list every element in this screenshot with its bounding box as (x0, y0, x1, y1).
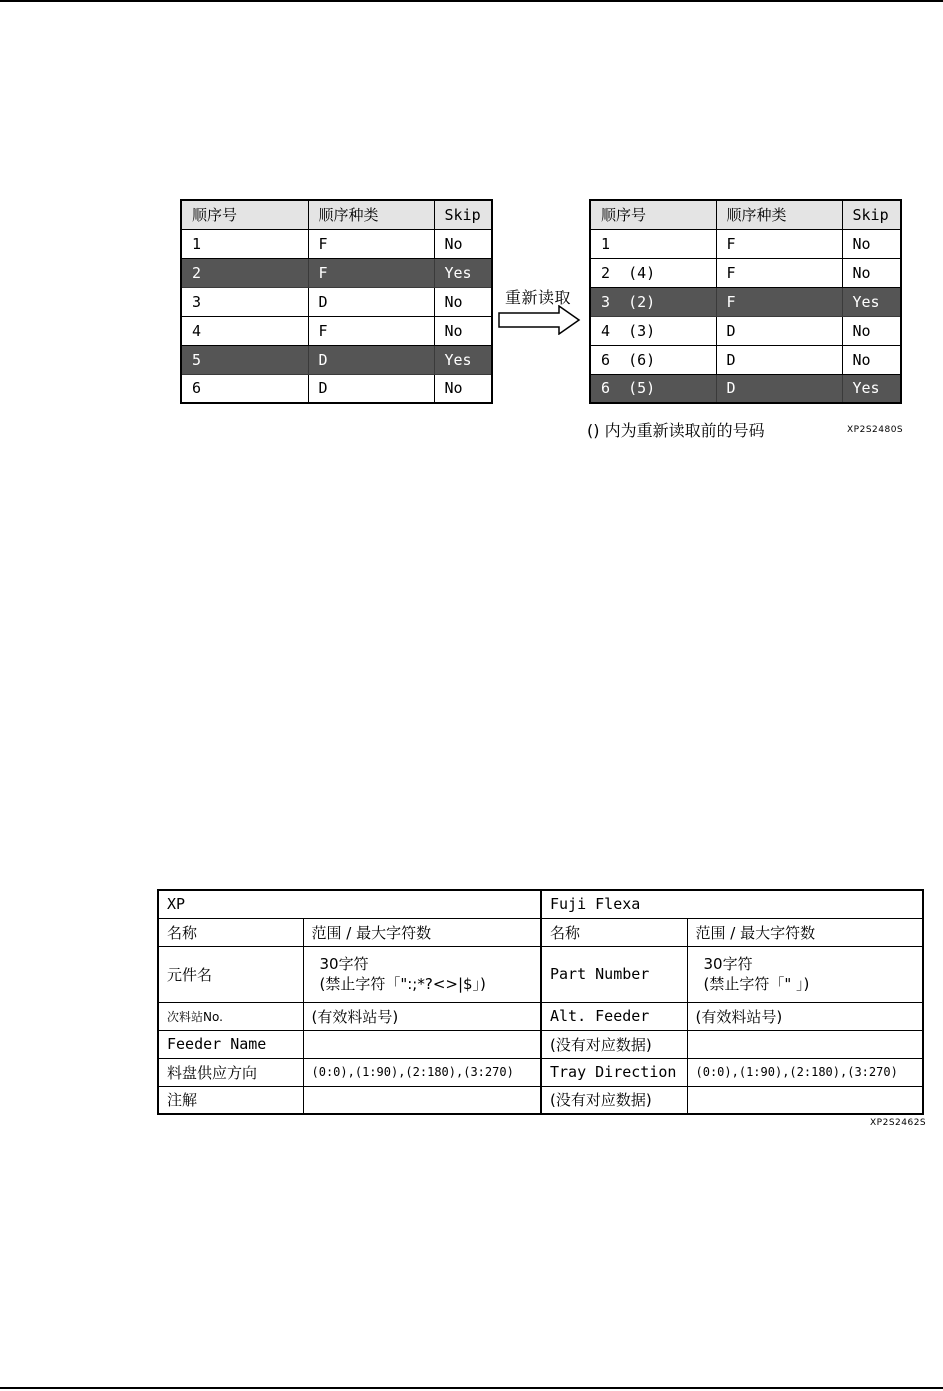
field-mapping-table (157, 889, 924, 1115)
cell-skip: Yes (842, 374, 901, 403)
header-xp-range: 范围 / 最大字符数 (303, 918, 541, 946)
cell-no: 3 (181, 287, 308, 316)
cell-ff-range-line2: (禁止字符「" 」) (703, 975, 810, 993)
table-row-skipped (181, 258, 492, 287)
cell-xp-range: (0:0),(1:90),(2:180),(3:270) (303, 1058, 541, 1086)
cell-xp-range (303, 946, 541, 1002)
header-skip: Skip (434, 200, 492, 229)
cell-skip: No (842, 316, 901, 345)
figure-note: () 内为重新读取前的号码 (587, 421, 765, 440)
cell-xp-range (303, 1086, 541, 1114)
cell-xp-range (303, 1030, 541, 1058)
cell-kind: F (716, 229, 842, 258)
table-header-row (181, 200, 492, 229)
table-row (590, 316, 901, 345)
cell-no: 6 (6) (590, 345, 716, 374)
table-row (158, 1030, 923, 1058)
cell-skip: Yes (434, 258, 492, 287)
header-ff-name: 名称 (541, 918, 687, 946)
cell-no: 6 (181, 374, 308, 403)
cell-xp-name: 注解 (158, 1086, 303, 1114)
cell-kind: F (308, 258, 434, 287)
table-row-skipped (590, 374, 901, 403)
table-row (590, 229, 901, 258)
cell-xp-range-line1: 30字符 (319, 955, 369, 973)
cell-kind: F (308, 229, 434, 258)
cell-xp-name: 元件名 (158, 946, 303, 1002)
table-row (590, 345, 901, 374)
reload-label: 重新读取 (505, 288, 572, 307)
cell-skip: No (434, 374, 492, 403)
cell-skip: No (842, 345, 901, 374)
cell-no: 2 (181, 258, 308, 287)
cell-xp-name: 料盘供应方向 (158, 1058, 303, 1086)
cell-xp-name: Feeder Name (158, 1030, 303, 1058)
cell-ff-name: (没有对应数据) (541, 1086, 687, 1114)
bottom-rule (0, 1387, 943, 1389)
cell-ff-range (687, 1086, 923, 1114)
table-row (590, 258, 901, 287)
figure-code: XP2S2462S (870, 1118, 927, 1128)
cell-kind: D (308, 287, 434, 316)
cell-ff-name: Tray Direction (541, 1058, 687, 1086)
header-sequence-no: 顺序号 (590, 200, 716, 229)
cell-skip: No (842, 258, 901, 287)
table-row (158, 1058, 923, 1086)
cell-kind: D (716, 374, 842, 403)
sequence-table-before (180, 199, 493, 404)
cell-ff-name: Part Number (541, 946, 687, 1002)
cell-ff-range: (有效料站号) (687, 1002, 923, 1030)
cell-kind: F (716, 287, 842, 316)
cell-xp-range-line2: (禁止字符「":;*?<>|$」) (319, 975, 486, 993)
cell-ff-range: (0:0),(1:90),(2:180),(3:270) (687, 1058, 923, 1086)
table-title-row (158, 890, 923, 918)
cell-kind: D (308, 374, 434, 403)
table-row (158, 946, 923, 1002)
cell-skip: Yes (842, 287, 901, 316)
cell-skip: No (842, 229, 901, 258)
cell-no: 1 (181, 229, 308, 258)
header-sequence-kind: 顺序种类 (716, 200, 842, 229)
table-row (181, 229, 492, 258)
cell-kind: F (716, 258, 842, 287)
table-row (158, 1086, 923, 1114)
table-header-row (158, 918, 923, 946)
fuji-flexa-column-title: Fuji Flexa (541, 890, 923, 918)
header-xp-name: 名称 (158, 918, 303, 946)
top-rule (0, 0, 943, 2)
xp-column-title: XP (158, 890, 541, 918)
cell-ff-range (687, 1030, 923, 1058)
header-sequence-kind: 顺序种类 (308, 200, 434, 229)
figure-code: XP2S2480S (847, 425, 904, 435)
right-arrow-icon (497, 305, 583, 335)
table-row (158, 1002, 923, 1030)
cell-kind: D (716, 316, 842, 345)
sequence-table-after (589, 199, 902, 404)
table-row-skipped (181, 345, 492, 374)
cell-ff-range (687, 946, 923, 1002)
cell-xp-name: 次料站No. (158, 1002, 303, 1030)
cell-xp-range: (有效料站号) (303, 1002, 541, 1030)
cell-kind: F (308, 316, 434, 345)
table-header-row (590, 200, 901, 229)
cell-no: 6 (5) (590, 374, 716, 403)
header-sequence-no: 顺序号 (181, 200, 308, 229)
cell-skip: No (434, 287, 492, 316)
cell-no: 1 (590, 229, 716, 258)
cell-skip: No (434, 316, 492, 345)
cell-kind: D (308, 345, 434, 374)
table-row (181, 287, 492, 316)
cell-kind: D (716, 345, 842, 374)
cell-skip: Yes (434, 345, 492, 374)
cell-no: 5 (181, 345, 308, 374)
cell-no: 3 (2) (590, 287, 716, 316)
cell-no: 4 (3) (590, 316, 716, 345)
table-row-skipped (590, 287, 901, 316)
cell-no: 4 (181, 316, 308, 345)
header-skip: Skip (842, 200, 901, 229)
cell-ff-range-line1: 30字符 (703, 955, 753, 973)
cell-ff-name: Alt. Feeder (541, 1002, 687, 1030)
cell-skip: No (434, 229, 492, 258)
cell-ff-name: (没有对应数据) (541, 1030, 687, 1058)
table-row (181, 316, 492, 345)
header-ff-range: 范围 / 最大字符数 (687, 918, 923, 946)
table-row (181, 374, 492, 403)
cell-no: 2 (4) (590, 258, 716, 287)
